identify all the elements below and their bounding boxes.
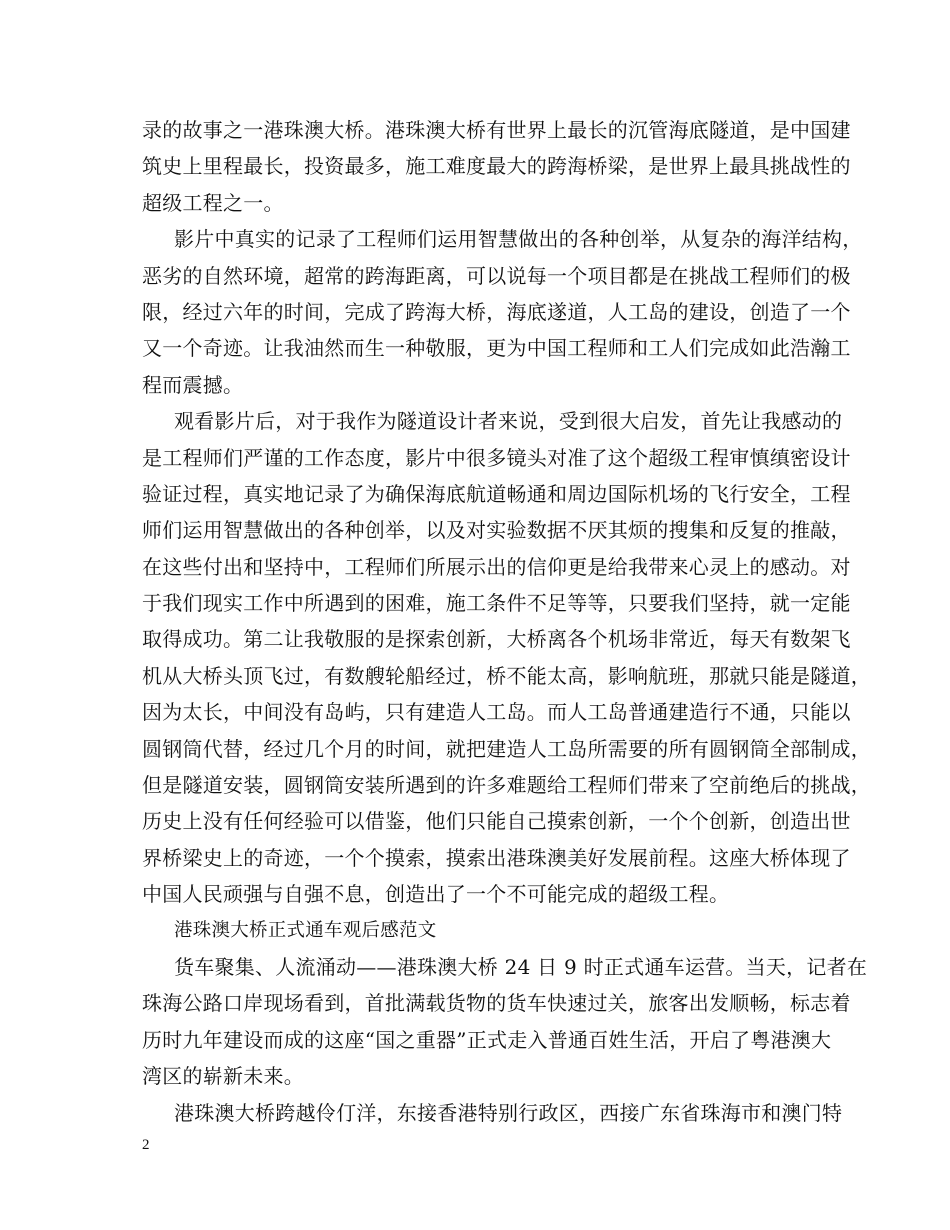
section-heading: 港珠澳大桥正式通车观后感范文 bbox=[174, 919, 437, 941]
text-line: 超级工程之一。 bbox=[142, 190, 284, 215]
text-line: 限，经过六年的时间，完成了跨海大桥，海底遂道，人工岛的建设，创造了一个 bbox=[142, 299, 851, 324]
text-line: 珠海公路口岸现场看到，首批满载货物的货车快速过关，旅客出发顺畅，标志着 bbox=[142, 991, 851, 1016]
text-line: 恶劣的自然环境，超常的跨海距离，可以说每一个项目都是在挑战工程师们的极 bbox=[142, 263, 851, 288]
text-line: 在这些付出和坚持中，工程师们所展示出的信仰更是给我带来心灵上的感动。对 bbox=[142, 554, 851, 579]
text-line: 港珠澳大桥跨越伶仃洋，东接香港特别行政区，西接广东省珠海市和澳门特 bbox=[174, 1100, 843, 1125]
text-line: 中国人民顽强与自强不息，创造出了一个不可能完成的超级工程。 bbox=[142, 882, 730, 907]
text-line: 验证过程，真实地记录了为确保海底航道畅通和周边国际机场的飞行安全，工程 bbox=[142, 481, 851, 506]
text-line: 机从大桥头顶飞过，有数艘轮船经过，桥不能太高，影响航班，那就只能是隧道， bbox=[142, 663, 871, 688]
text-line: 观看影片后，对于我作为隧道设计者来说，受到很大启发，首先让我感动的 bbox=[174, 409, 843, 434]
text-line: 货车聚集、人流涌动——港珠澳大桥 24 日 9 时正式通车运营。当天，记者在 bbox=[174, 954, 868, 979]
text-line: 影片中真实的记录了工程师们运用智慧做出的各种创举，从复杂的海洋结构， bbox=[174, 227, 863, 252]
text-line: 程而震撼。 bbox=[142, 372, 244, 397]
text-line: 取得成功。第二让我敬服的是探索创新，大桥离各个机场非常近，每天有数架飞 bbox=[142, 627, 851, 652]
text-line: 但是隧道安装，圆钢筒安装所遇到的许多难题给工程师们带来了空前绝后的挑战， bbox=[142, 773, 871, 798]
text-line: 历时九年建设而成的这座“国之重器”正式走入普通百姓生活，开启了粤港澳大 bbox=[142, 1027, 832, 1052]
text-line: 是工程师们严谨的工作态度，影片中很多镜头对准了这个超级工程审慎缜密设计 bbox=[142, 445, 851, 470]
page-number: 2 bbox=[142, 1137, 150, 1153]
text-line: 因为太长，中间没有岛屿，只有建造人工岛。而人工岛普通建造行不通，只能以 bbox=[142, 700, 851, 725]
text-line: 历史上没有任何经验可以借鉴，他们只能自己摸索创新，一个个创新，创造出世 bbox=[142, 809, 851, 834]
text-line: 师们运用智慧做出的各种创举，以及对实验数据不厌其烦的搜集和反复的推敲， bbox=[142, 518, 851, 543]
text-line: 又一个奇迹。让我油然而生一种敬服，更为中国工程师和工人们完成如此浩瀚工 bbox=[142, 336, 851, 361]
text-line: 录的故事之一港珠澳大桥。港珠澳大桥有世界上最长的沉管海底隧道，是中国建 bbox=[142, 118, 851, 142]
text-line: 界桥梁史上的奇迹，一个个摸索，摸索出港珠澳美好发展前程。这座大桥体现了 bbox=[142, 845, 851, 870]
text-line: 湾区的崭新未来。 bbox=[142, 1064, 304, 1089]
text-line: 于我们现实工作中所遇到的困难，施工条件不足等等，只要我们坚持，就一定能 bbox=[142, 591, 851, 616]
text-line: 筑史上里程最长，投资最多，施工难度最大的跨海桥梁，是世界上最具挑战性的 bbox=[142, 154, 851, 179]
text-line: 圆钢筒代替，经过几个月的时间，就把建造人工岛所需要的所有圆钢筒全部制成， bbox=[142, 736, 871, 761]
body-text bbox=[142, 112, 871, 1131]
